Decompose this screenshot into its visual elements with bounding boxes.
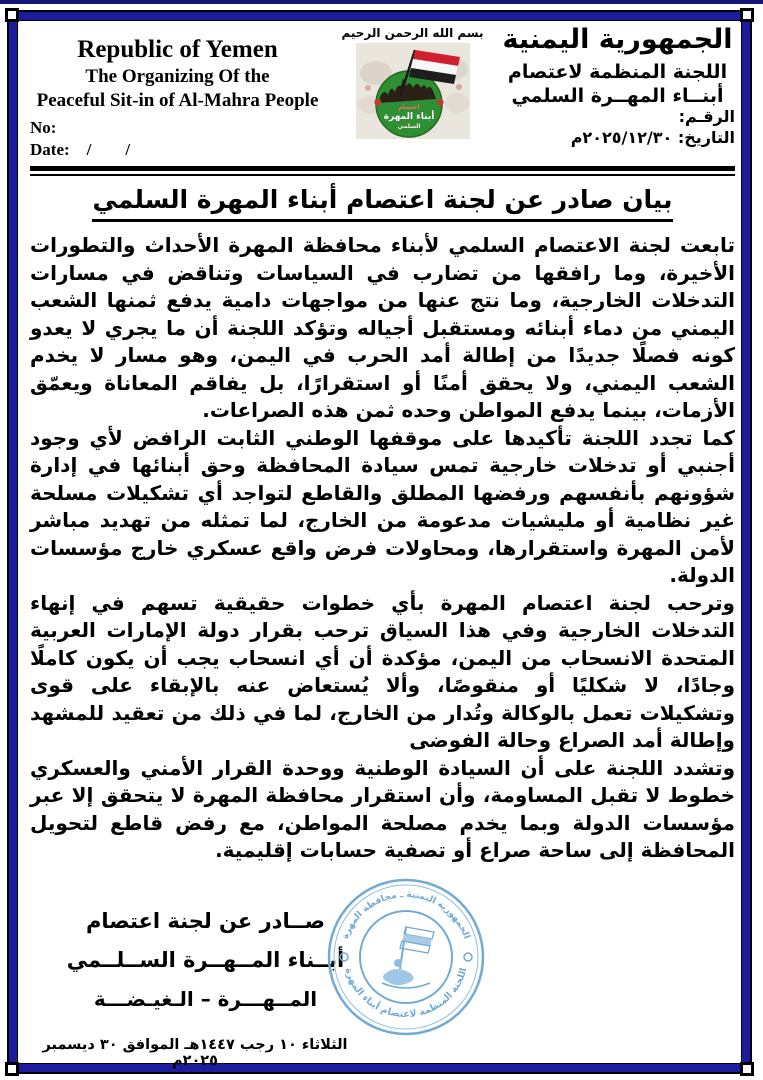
statement-body bbox=[30, 232, 735, 865]
signature-block bbox=[30, 879, 735, 1080]
border-corner-ornament bbox=[740, 1062, 754, 1076]
org-name-en-1: The Organizing Of the bbox=[85, 66, 270, 87]
scan-edge-strip bbox=[0, 0, 763, 4]
border-corner-ornament bbox=[740, 8, 754, 22]
paragraph-1: تابعت لجنة الاعتصام السلمي لأبناء محافظة المهرة الأحداث والتطورات الأخيرة، وما رافقها من تضارب في السياسات وتناقض في مسارات التدخلات الخارجية، وما نتج عنها من مواجهات دامية يدفع ثمنها الشعب اليمني من دماء أبنائه ومستقبل أجياله وتؤكد اللجنة أن ما يجري لا يعدو كونه فصلًا جديدًا من إطالة أمد الحرب في اليمن، وهو مسار لا يخدم الشعب اليمني، ولا يحقق أمنًا أو استقرارًا، بل يفاقم المعاناة ويعمّق الأزمات، بينما يدفع المواطن وحده ثمن هذه الصراعات. bbox=[30, 233, 735, 422]
logo-sub-text: السلمي bbox=[397, 123, 420, 130]
border-corner-ornament bbox=[5, 1062, 19, 1076]
paragraph-2: كما تجدد اللجنة تأكيدها على موقفها الوطني الثابت الرافض لأي وجود أجنبي أو تدخلات خارجية تمس سيادة المحافظة وحق أبنائها في إدارة شؤونهم بأنفسهم ورفضها المطلق والقاطع لتواجد أي تشكيلات مسلحة غير نظامية أو مليشيات مدعومة من الخارج، لما تمثله من تهديد مباشر لأمن المهرة واستقرارها، ومحاولات فرض واقع عسكري خارج مؤسسات الدولة. bbox=[30, 425, 735, 587]
paragraph-3: وترحب لجنة اعتصام المهرة بأي خطوات حقيقية تسهم في إنهاء التدخلات الخارجية وفي هذا السياق ترحب بقرار دولة الإمارات العربية المتحدة الانسحاب من اليمن، مؤكدة أن أي انسحاب يجب أن يكون كاملًا وجادًا، لا شكليًا أو منقوصًا، وألا يُستعاض عنه بالإبقاء على قوى وتشكيلات تعمل بالوكالة وتُدار من الخارج، لما في ذلك من تعقيد للمشهد وإطالة أمد الصراع وحالة الفوضى bbox=[30, 590, 735, 752]
border-corner-ornament bbox=[5, 8, 19, 22]
paragraph-4: وتشدد اللجنة على أن السيادة الوطنية ووحدة القرار الأمني والعسكري خطوط لا تقبل المساومة، وأن استقرار محافظة المهرة لا يتحقق إلا عبر مؤسسات الدولة وبما يخدم مصلحة المواطن، مع رفض قاطع لتحويل المحافظة إلى ساحة صراع أو تصفية حسابات إقليمية. bbox=[30, 755, 735, 862]
date-value-ar: ٢٠٢٥/١٢/٣٠م bbox=[570, 127, 673, 147]
date-field-ar bbox=[500, 128, 735, 149]
letterhead bbox=[30, 22, 735, 164]
country-name-ar: الجمهورية اليمنية bbox=[502, 24, 733, 55]
date-field-en: Date: / / bbox=[30, 140, 131, 159]
issuer-line-1: صــادر عن لجنة اعتصام bbox=[86, 908, 325, 933]
issuer-line-3: المــهـــرة – الـغيـضـــة bbox=[93, 986, 318, 1011]
org-name-ar-2: أبنــاء المهــرة السلمي bbox=[511, 85, 724, 108]
issuer-signature bbox=[58, 909, 353, 1011]
logo-arc-text: اعتصام bbox=[397, 104, 420, 111]
stamp-top-arc-text: الجمهورية اليمنية ـ محافظة المهرة bbox=[340, 889, 472, 940]
issue-date: الثلاثاء ١٠ رجب ١٤٤٧هـ الموافق ٣٠ ديسمبر ٢٠٢٥م bbox=[42, 1036, 348, 1069]
ref-number-en: No: bbox=[30, 118, 57, 137]
bismillah-calligraphy: بسم الله الرحمن الرحيم bbox=[341, 26, 484, 40]
header-divider bbox=[30, 166, 735, 176]
org-name-en-2: Peaceful Sit-in of Al-Mahra People bbox=[36, 90, 319, 111]
letterhead-arabic bbox=[500, 22, 735, 149]
document-content bbox=[30, 22, 735, 1080]
issuer-line-2: أبــناء المــهــرة الســلــمي bbox=[66, 947, 345, 972]
title-wrap bbox=[30, 185, 735, 222]
logo-main-text: أبناء المهرة bbox=[383, 112, 434, 122]
stamp-bottom-arc-text: اللجنة المنظمة لاعتصام أبناء المهرة bbox=[342, 966, 470, 1020]
statement-title: بيان صادر عن لجنة اعتصام أبناء المهرة السلمي bbox=[92, 185, 672, 222]
ref-number-ar: الرقـم: bbox=[678, 107, 735, 127]
date-label-ar: التاريخ: bbox=[677, 127, 735, 147]
committee-logo bbox=[356, 43, 470, 139]
letterhead-english bbox=[30, 22, 325, 160]
committee-stamp-seal bbox=[326, 877, 486, 1037]
letterhead-center bbox=[338, 22, 488, 143]
country-name-en: Republic of Yemen bbox=[77, 36, 278, 63]
org-name-ar-1: اللجنة المنظمة لاعتصام bbox=[507, 61, 728, 84]
